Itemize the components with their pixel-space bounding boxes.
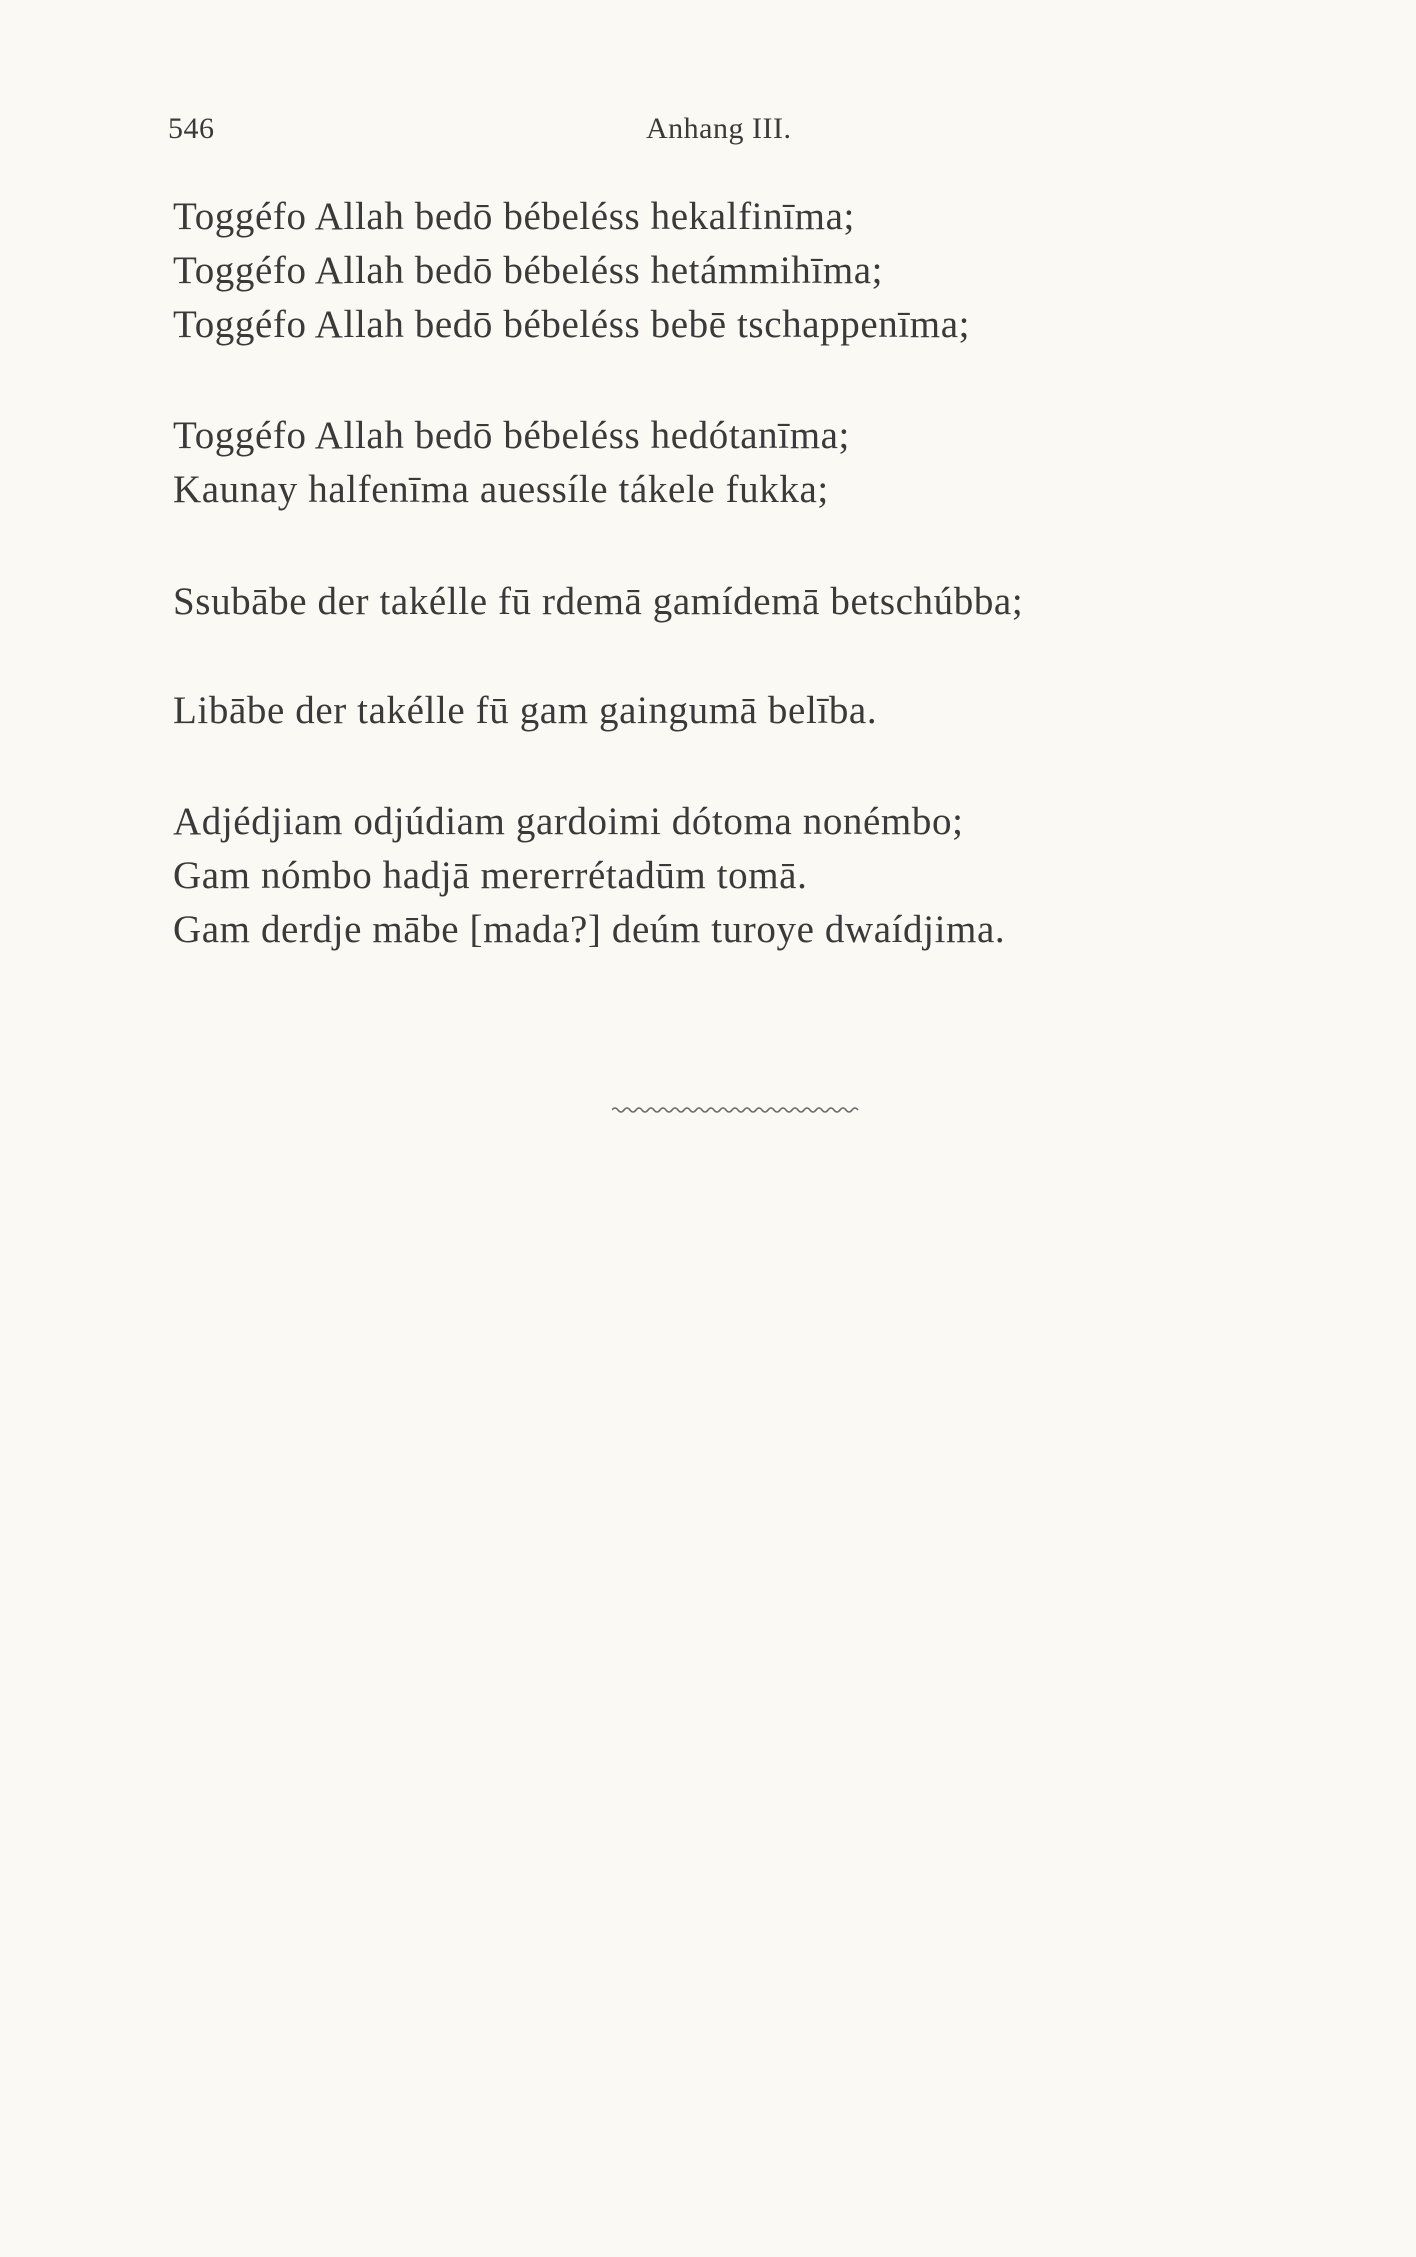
verse-line: Gam nómbo hadjā mererrétadūm tomā. [173, 854, 808, 897]
stanza-2 [173, 409, 850, 517]
verse-line: Adjédjiam odjúdiam gardoimi dótoma nonémbo; [173, 800, 964, 843]
running-head: Anhang III. [646, 112, 792, 145]
verse-line: Toggéfo Allah bedō bébeléss hekalfinīma; [173, 195, 855, 238]
page-number: 546 [168, 112, 215, 145]
verse-line: Gam derdje mābe [mada?] deúm turoye dwaídjima. [173, 908, 1006, 951]
stanza-5 [173, 795, 1005, 957]
stanza-4 [173, 684, 877, 738]
stanza-3 [173, 575, 1023, 629]
end-ornament-divider [612, 1103, 862, 1117]
verse-line: Toggéfo Allah bedō bébeléss bebē tschappenīma; [173, 303, 971, 346]
stanza-1 [173, 190, 970, 352]
verse-line: Ssubābe der takélle fū rdemā gamídemā betschúbba; [173, 580, 1024, 623]
verse-line: Libābe der takélle fū gam gaingumā belība. [173, 689, 878, 732]
verse-line: Kaunay halfenīma auessíle tákele fukka; [173, 468, 829, 511]
page-header [168, 112, 1168, 152]
verse-line: Toggéfo Allah bedō bébeléss hetámmihīma; [173, 249, 884, 292]
verse-line: Toggéfo Allah bedō bébeléss hedótanīma; [173, 414, 850, 457]
